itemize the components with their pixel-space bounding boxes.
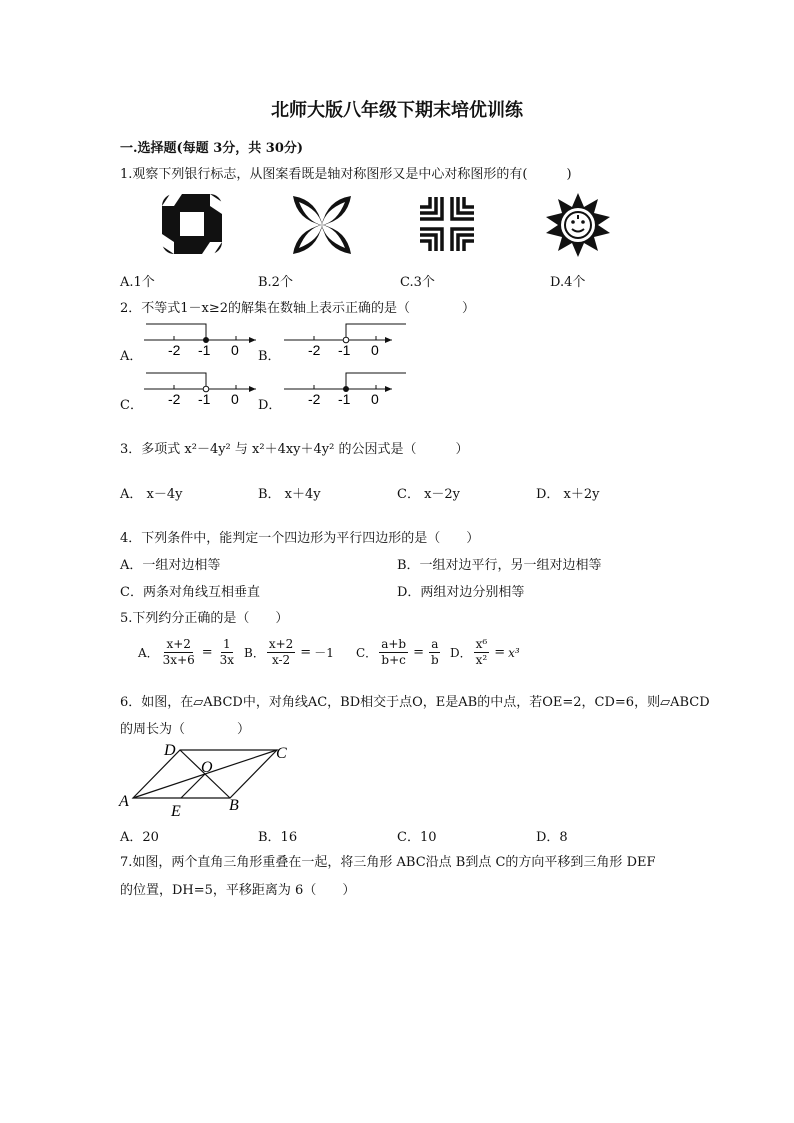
vertex-label-c: C (276, 745, 287, 762)
q6-option-b: B．16 (258, 830, 298, 845)
tick-label-minus2: -2 (168, 391, 181, 407)
q6-parallelogram-figure (115, 740, 300, 820)
tick-label-zero: 0 (371, 342, 379, 358)
q6-option-d: D．8 (536, 830, 568, 845)
tick-label-minus1: -1 (338, 342, 351, 358)
q7-stem-line1: 7.如图，两个直角三角形重叠在一起，将三角形 ABC沿点 B到点 C的方向平移到三角形 DEF (120, 855, 656, 870)
point-label-e: E (171, 803, 181, 820)
q2-number-line-d (280, 367, 410, 409)
q5-option-c-letter: C． (356, 646, 378, 660)
tick-label-minus1: -1 (338, 391, 351, 407)
q2-option-a-letter: A． (120, 349, 143, 364)
q5-stem: 5.下列约分正确的是（ ） (120, 611, 289, 626)
q2-number-line-a (140, 318, 260, 360)
tick-label-minus1: -1 (198, 391, 211, 407)
q5-option-b: B． $\frac{x+2}{x-2}$ = －1 (244, 637, 334, 667)
q3-option-a: A． x－4y (120, 487, 183, 502)
q2-option-b-letter: B． (258, 349, 281, 364)
q4-option-a: A．一组对边相等 (120, 558, 221, 573)
q2-number-line-c (140, 367, 260, 409)
q4-stem: 4．下列条件中，能判定一个四边形为平行四边形的是（ ） (120, 531, 480, 546)
tick-label-minus2: -2 (308, 342, 321, 358)
q2-option-c-letter: C． (120, 398, 143, 413)
fraction: $\frac{x+2}{x-2}$ (268, 637, 294, 667)
bank-logo-4-icon (546, 193, 610, 257)
q4-option-b: B．一组对边平行，另一组对边相等 (397, 558, 602, 573)
q3-option-b: B． x＋4y (258, 487, 321, 502)
q5-option-d: D． $\frac{\text{x⁶}}{\text{x²}}$ = x³ (450, 637, 520, 667)
vertex-label-d: D (164, 742, 176, 759)
q2-stem: 2．不等式1－x≥2的解集在数轴上表示正确的是（ ） (120, 301, 476, 316)
q3-option-c: C． x－2y (397, 487, 461, 502)
section-heading: 一.选择题(每题 3分，共 30分) (120, 141, 304, 156)
vertex-label-a: A (119, 793, 129, 810)
q2-option-d-letter: D． (258, 398, 282, 413)
point-label-o: O (201, 759, 213, 776)
tick-label-zero: 0 (371, 391, 379, 407)
fraction: $\frac{a}{b}$ (430, 637, 439, 667)
q6-option-c: C．10 (397, 830, 437, 845)
tick-label-zero: 0 (231, 342, 239, 358)
tick-label-zero: 0 (231, 391, 239, 407)
bank-logo-1-icon (160, 192, 224, 256)
q5-option-a: A． $\frac{x+2}{3x+6}$ = $\frac{1}{3x}$ (138, 637, 235, 667)
q1-option-b: B.2个 (258, 275, 293, 290)
fraction: $\frac{a+b}{b+c}$ (381, 637, 407, 667)
q4-option-d: D．两组对边分别相等 (397, 585, 525, 600)
q3-stem: 3．多项式 x²－4y² 与 x²＋4xy＋4y² 的公因式是（ ） (120, 442, 469, 457)
q1-option-c: C.3个 (400, 275, 435, 290)
q6-option-a: A．20 (120, 830, 159, 845)
q5-option-d-letter: D． (450, 646, 472, 660)
q3-option-d: D． x＋2y (536, 487, 600, 502)
q5-option-c: C． $\frac{a+b}{b+c}$ = $\frac{a}{b}$ (356, 637, 439, 667)
vertex-label-b: B (229, 797, 239, 814)
q1-option-d: D.4个 (550, 275, 586, 290)
q7-stem-line2: 的位置，DH=5，平移距离为 6（ ） (120, 883, 356, 898)
q1-option-a: A.1个 (120, 275, 155, 290)
page-title: 北师大版八年级下期末培优训练 (271, 100, 523, 121)
q6-stem-line2: 的周长为（ ） (120, 722, 251, 737)
q2-number-line-b (280, 318, 410, 360)
q4-option-c: C．两条对角线互相垂直 (120, 585, 260, 600)
q1-stem: 1.观察下列银行标志，从图案看既是轴对称图形又是中心对称图形的有( ) (120, 167, 572, 182)
bank-logo-2-icon (289, 192, 355, 258)
bank-logo-3-icon (418, 195, 476, 253)
tick-label-minus1: -1 (198, 342, 211, 358)
fraction: $\frac{x+2}{3x+6}$ (162, 637, 195, 667)
fraction: $\frac{1}{3x}$ (219, 637, 235, 667)
q5-option-a-letter: A． (138, 646, 159, 660)
fraction: $\frac{\text{x⁶}}{\text{x²}}$ (475, 637, 488, 667)
tick-label-minus2: -2 (308, 391, 321, 407)
tick-label-minus2: -2 (168, 342, 181, 358)
q6-stem-line1: 6．如图，在▱ABCD中，对角线AC，BD相交于点O，E是AB的中点，若OE=2，CD=6，则▱ABCD (120, 695, 710, 710)
q5-option-b-letter: B． (244, 646, 265, 660)
